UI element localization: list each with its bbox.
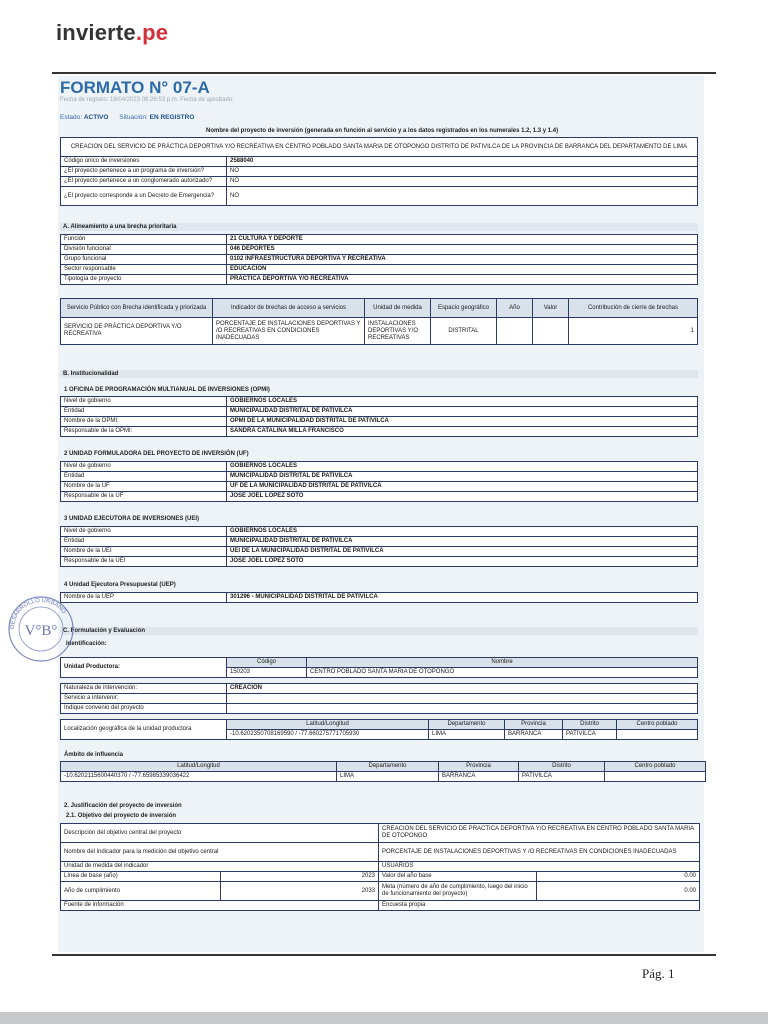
uf-table bbox=[60, 461, 698, 502]
estado-label: Estado: bbox=[60, 114, 83, 121]
field-value: CREACION bbox=[227, 684, 698, 694]
column-header: Nombre bbox=[307, 658, 698, 668]
table-cell: -10.6202350708169590 / -77.660275771705930 bbox=[227, 730, 429, 740]
field-key: Función bbox=[61, 235, 227, 245]
field-value: OPMI DE LA MUNICIPALIDAD DISTRITAL DE PATIVILCA bbox=[227, 417, 698, 427]
ambito-title: Ámbito de influencia bbox=[64, 752, 124, 758]
field-key: División funcional bbox=[61, 245, 227, 255]
info-key: ¿El proyecto pertenece a un conglomerado autorizado? bbox=[61, 177, 227, 187]
table-row bbox=[61, 772, 706, 782]
column-header: Contribución de cierre de brechas bbox=[569, 299, 698, 318]
table-row bbox=[61, 694, 698, 704]
localizacion-label: Localización geográfica de la unidad productora bbox=[61, 720, 227, 740]
invierte-logo bbox=[56, 20, 168, 46]
field-key: Grupo funcional bbox=[61, 255, 227, 265]
table-cell bbox=[497, 318, 533, 345]
table-row bbox=[61, 862, 700, 872]
table-header-row bbox=[61, 720, 698, 730]
table-row bbox=[61, 235, 698, 245]
table-row bbox=[61, 843, 700, 862]
field-key: Responsable de la UF bbox=[61, 492, 227, 502]
localizacion-table bbox=[60, 719, 698, 740]
brecha-table bbox=[60, 298, 698, 345]
field-key: Nivel de gobierno bbox=[61, 397, 227, 407]
table-cell: PATIVILCA bbox=[519, 772, 605, 782]
field-value: JOSE JOEL LOPEZ SOTO bbox=[227, 492, 698, 502]
table-cell bbox=[617, 730, 698, 740]
table-row bbox=[61, 397, 698, 407]
table-cell: 150203 bbox=[227, 668, 307, 678]
field-key: Responsable de la UEI bbox=[61, 557, 227, 567]
info-key: ¿El proyecto corresponde a un Decreto de Emergencia? bbox=[61, 187, 227, 206]
table-cell: LIMA bbox=[337, 772, 439, 782]
field-value: PORCENTAJE DE INSTALACIONES DEPORTIVAS Y /O RECREATIVAS EN CONDICIONES INADECUADAS bbox=[379, 843, 700, 862]
field-value bbox=[227, 704, 698, 714]
info-key: ¿El proyecto pertenece a un programa de inversión? bbox=[61, 167, 227, 177]
table-row bbox=[61, 593, 698, 603]
table-cell: -10.6202115600440370 / -77.65985339036422 bbox=[61, 772, 337, 782]
column-header: Código bbox=[227, 658, 307, 668]
column-header: Provincia bbox=[505, 720, 563, 730]
intervencion-table bbox=[60, 683, 698, 714]
logo-brand: invierte bbox=[56, 20, 136, 45]
table-row bbox=[61, 527, 698, 537]
field-value: 301296 - MUNICIPALIDAD DISTRITAL DE PATIVILCA bbox=[227, 593, 698, 603]
field-value bbox=[227, 694, 698, 704]
table-cell: LIMA bbox=[429, 730, 505, 740]
project-info-table bbox=[60, 137, 698, 206]
field-key: Servicio a intervenir: bbox=[61, 694, 227, 704]
field-value: 0.00 bbox=[537, 872, 700, 882]
field-key: Entidad bbox=[61, 472, 227, 482]
field-value: MUNICIPALIDAD DISTRITAL DE PATIVILCA bbox=[227, 472, 698, 482]
field-value: CREACION DEL SERVICIO DE PRACTICA DEPORTIVA Y/O RECREATIVA EN CENTRO POBLADO SANTA MARIA DE OTOPONGO bbox=[379, 824, 700, 843]
uei-table bbox=[60, 526, 698, 567]
table-row bbox=[61, 177, 698, 187]
field-key: Descripción del objetivo central del proyecto bbox=[61, 824, 379, 843]
field-key: Nombre de la UF bbox=[61, 482, 227, 492]
unidad-productora-table bbox=[60, 657, 698, 678]
field-value: 046 DEPORTES bbox=[227, 245, 698, 255]
table-row bbox=[61, 472, 698, 482]
field-value: UEI DE LA MUNICIPALIDAD DISTRITAL DE PATIVILCA bbox=[227, 547, 698, 557]
table-cell: BARRANCA bbox=[439, 772, 519, 782]
situacion-value: EN REGISTRO bbox=[149, 114, 195, 121]
info-value: 2588040 bbox=[227, 157, 698, 167]
field-value: UF DE LA MUNICIPALIDAD DISTRITAL DE PATIVILCA bbox=[227, 482, 698, 492]
table-row bbox=[61, 901, 700, 911]
scan-edge bbox=[0, 1012, 768, 1024]
table-row bbox=[61, 407, 698, 417]
uep-table bbox=[60, 592, 698, 603]
column-header: Distrito bbox=[563, 720, 617, 730]
field-key: Nivel de gobierno bbox=[61, 462, 227, 472]
vobo-stamp bbox=[6, 594, 76, 664]
info-value: NO bbox=[227, 167, 698, 177]
table-row bbox=[61, 167, 698, 177]
column-header: Departamento bbox=[337, 762, 439, 772]
section-a-table bbox=[60, 234, 698, 285]
column-header: Año bbox=[497, 299, 533, 318]
opmi-title: 1 OFICINA DE PROGRAMACIÓN MULTIANUAL DE INVERSIONES (OPMI) bbox=[64, 387, 270, 393]
field-key: Nombre de la UEP bbox=[61, 593, 227, 603]
section-a-title: A. Alineamiento a una brecha prioritaria bbox=[60, 223, 698, 231]
table-row bbox=[61, 417, 698, 427]
field-key: Nombre de la UEI bbox=[61, 547, 227, 557]
field-value: GOBIERNOS LOCALES bbox=[227, 527, 698, 537]
status-line bbox=[60, 114, 194, 121]
column-header: Valor bbox=[533, 299, 569, 318]
uep-title: 4 Unidad Ejecutora Presupuestal (UEP) bbox=[64, 582, 176, 588]
table-header-row bbox=[61, 762, 706, 772]
field-key: Indique convenio del proyecto bbox=[61, 704, 227, 714]
field-value: PRÁCTICA DEPORTIVA Y/O RECREATIVA bbox=[227, 275, 698, 285]
column-header: Provincia bbox=[439, 762, 519, 772]
table-header-row bbox=[61, 658, 698, 668]
table-cell: 1 bbox=[569, 318, 698, 345]
page-number: Pág. 1 bbox=[642, 966, 675, 981]
field-key: Entidad bbox=[61, 407, 227, 417]
field-value: USUARIOS bbox=[379, 862, 700, 872]
column-header: Unidad de medida bbox=[365, 299, 431, 318]
field-value: 0102 INFRAESTRUCTURA DEPORTIVA Y RECREATIVA bbox=[227, 255, 698, 265]
situacion-label: Situación: bbox=[119, 114, 148, 121]
field-value: EDUCACION bbox=[227, 265, 698, 275]
unidad-productora-label: Unidad Productora: bbox=[61, 658, 227, 678]
identificacion-title: Identificación: bbox=[66, 641, 107, 647]
project-name-value: CREACION DEL SERVICIO DE PRÁCTICA DEPORTIVA Y/O RECREATIVA EN CENTRO POBLADO SANTA MARIA DE OTOPONGO DISTRITO DE PATIVILCA DE LA PROVINCIA DE BARRANCA DEL DEPARTAMENTO DE LIMA bbox=[61, 138, 698, 157]
table-row bbox=[61, 537, 698, 547]
table-row bbox=[61, 255, 698, 265]
field-key: Nombre del indicador para la medición del objetivo central bbox=[61, 843, 379, 862]
field-key: Fuente de información bbox=[61, 901, 379, 911]
column-header: Indicador de brechas de acceso a servicios bbox=[213, 299, 365, 318]
table-cell: PATIVILCA bbox=[563, 730, 617, 740]
table-row bbox=[61, 482, 698, 492]
column-header: Servicio Público con Brecha identificada y priorizada bbox=[61, 299, 213, 318]
field-key: Nombre de la OPMI: bbox=[61, 417, 227, 427]
objetivo-subtitle: 2.1. Objetivo del proyecto de inversión bbox=[66, 813, 177, 819]
field-value: 0.00 bbox=[537, 882, 700, 901]
column-header: Distrito bbox=[519, 762, 605, 772]
info-value: NO bbox=[227, 177, 698, 187]
table-row bbox=[61, 318, 698, 345]
table-row bbox=[61, 872, 700, 882]
table-cell bbox=[605, 772, 706, 782]
field-value: Encuesta propia bbox=[379, 901, 700, 911]
field-key: Entidad bbox=[61, 537, 227, 547]
table-cell: BARRANCA bbox=[505, 730, 563, 740]
opmi-table bbox=[60, 396, 698, 437]
field-key: Unidad de medida del indicador bbox=[61, 862, 379, 872]
field-value: GOBIERNOS LOCALES bbox=[227, 397, 698, 407]
field-value: 2023 bbox=[221, 872, 379, 882]
field-key: Año de cumplimiento bbox=[61, 882, 221, 901]
column-header: Latitud/Longitud bbox=[61, 762, 337, 772]
info-value: NO bbox=[227, 187, 698, 206]
column-header: Espacio geográfico bbox=[431, 299, 497, 318]
field-key: Meta (número de año de cumplimiento, luego del inicio de funcionamiento del proyecto) bbox=[379, 882, 537, 901]
estado-value: ACTIVO bbox=[83, 114, 109, 121]
field-value: SANDRA CATALINA MILLA FRANCISCO bbox=[227, 427, 698, 437]
field-value: 2033 bbox=[221, 882, 379, 901]
bottom-divider bbox=[52, 954, 716, 956]
field-value: JOSE JOEL LOPEZ SOTO bbox=[227, 557, 698, 567]
project-name-label: Nombre del proyecto de inversión (generada en función al servicio y a los datos registrados en los numerales 1.2, 1.3 y 1.4) bbox=[206, 128, 559, 134]
field-value: MUNICIPALIDAD DISTRITAL DE PATIVILCA bbox=[227, 537, 698, 547]
justificacion-title: 2. Justificación del proyecto de inversión bbox=[64, 803, 182, 809]
logo-suffix: .pe bbox=[135, 20, 169, 45]
stamp-text: V°B° bbox=[24, 623, 58, 639]
column-header: Centro poblado bbox=[605, 762, 706, 772]
form-sheet bbox=[58, 76, 704, 952]
top-divider bbox=[52, 72, 716, 74]
table-row bbox=[61, 704, 698, 714]
field-key: Nivel de gobierno bbox=[61, 527, 227, 537]
column-header: Centro poblado bbox=[617, 720, 698, 730]
objetivo-table bbox=[60, 823, 700, 911]
info-key: Código único de inversiones bbox=[61, 157, 227, 167]
table-row bbox=[61, 245, 698, 255]
table-row bbox=[61, 492, 698, 502]
field-key: Tipología de proyecto bbox=[61, 275, 227, 285]
table-cell: SERVICIO DE PRÁCTICA DEPORTIVA Y/O RECREATIVA bbox=[61, 318, 213, 345]
field-key: Naturaleza de intervención: bbox=[61, 684, 227, 694]
field-value: MUNICIPALIDAD DISTRITAL DE PATIVILCA bbox=[227, 407, 698, 417]
field-key: Responsable de la OPMI: bbox=[61, 427, 227, 437]
form-title: FORMATO N° 07-A bbox=[60, 78, 210, 97]
section-c-title: C. Formulación y Evaluación bbox=[60, 627, 698, 635]
stamp-ring-path-text: DESARROLLO URBANO bbox=[9, 597, 67, 630]
field-key: Sector responsable bbox=[61, 265, 227, 275]
table-row bbox=[61, 265, 698, 275]
column-header: Departamento bbox=[429, 720, 505, 730]
table-row bbox=[61, 557, 698, 567]
uf-title: 2 UNIDAD FORMULADORA DEL PROYECTO DE INVERSIÓN (UF) bbox=[64, 451, 249, 457]
table-cell: PORCENTAJE DE INSTALACIONES DEPORTIVAS Y /O RECREATIVAS EN CONDICIONES INADECUADAS bbox=[213, 318, 365, 345]
field-value: 21 CULTURA Y DEPORTE bbox=[227, 235, 698, 245]
table-row bbox=[61, 462, 698, 472]
field-key: Valor del año base bbox=[379, 872, 537, 882]
table-header-row bbox=[61, 299, 698, 318]
column-header: Latitud/Longitud bbox=[227, 720, 429, 730]
table-cell bbox=[533, 318, 569, 345]
table-row bbox=[61, 547, 698, 557]
uei-title: 3 UNIDAD EJECUTORA DE INVERSIONES (UEI) bbox=[64, 516, 200, 522]
registration-date: Fecha de registro: 18/04/2023 08:26:53 p.m. Fecha de aprobado: bbox=[60, 97, 234, 103]
field-key: Línea de base (año) bbox=[61, 872, 221, 882]
ambito-table bbox=[60, 761, 706, 782]
field-value: GOBIERNOS LOCALES bbox=[227, 462, 698, 472]
table-row bbox=[61, 157, 698, 167]
table-row bbox=[61, 187, 698, 206]
table-cell: CENTRO POBLADO SANTA MARIA DE OTOPONGO bbox=[307, 668, 698, 678]
table-row bbox=[61, 824, 700, 843]
table-row bbox=[61, 684, 698, 694]
table-row bbox=[61, 427, 698, 437]
table-cell: INSTALACIONES DEPORTIVAS Y/O RECREATIVAS bbox=[365, 318, 431, 345]
table-row bbox=[61, 275, 698, 285]
section-b-title: B. Institucionalidad bbox=[60, 370, 698, 378]
table-cell: DISTRITAL bbox=[431, 318, 497, 345]
table-row bbox=[61, 882, 700, 901]
